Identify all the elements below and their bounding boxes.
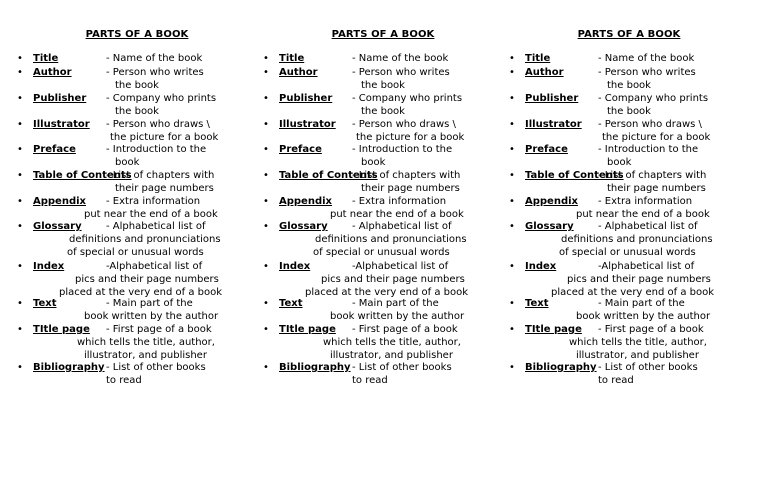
definition-continuation: book written by the author <box>576 311 711 322</box>
bullet-icon: • <box>17 324 23 335</box>
term-label: TItle page <box>33 324 90 335</box>
definition-text: - Company who prints <box>598 93 709 104</box>
definition-text: - Person who writes <box>352 67 450 78</box>
definition-continuation: definitions and pronunciations <box>561 234 713 245</box>
definition-continuation: the book <box>607 106 651 117</box>
definition-continuation: of special or unusual words <box>559 247 696 258</box>
definition-continuation: book <box>607 157 632 168</box>
definition-text: - Main part of the <box>106 298 193 309</box>
definition-text: - Extra information <box>598 196 693 207</box>
definition-continuation: the book <box>361 80 405 91</box>
column-title: PARTS OF A BOOK <box>85 29 189 40</box>
bullet-icon: • <box>17 298 23 309</box>
definition-text: - First page of a book <box>598 324 704 335</box>
definition-continuation: to read <box>352 375 388 386</box>
definition-continuation: illustrator, and publisher <box>576 350 699 361</box>
term-label: Publisher <box>525 93 579 104</box>
definition-text: - Person who draws \ <box>352 119 456 130</box>
definition-text: - Main part of the <box>352 298 439 309</box>
term-label: Table of Contents <box>33 170 132 181</box>
definition-continuation: pics and their page numbers <box>75 274 219 285</box>
definition-text: - Introduction to the <box>352 144 453 155</box>
definition-text: - First page of a book <box>106 324 212 335</box>
list-item <box>263 323 508 363</box>
definition-continuation: definitions and pronunciations <box>315 234 467 245</box>
bullet-icon: • <box>263 67 269 78</box>
definition-continuation: placed at the very end of a book <box>59 287 223 298</box>
term-label: Text <box>279 298 303 309</box>
term-label: Preface <box>279 144 322 155</box>
bullet-icon: • <box>17 261 23 272</box>
bullet-icon: • <box>17 119 23 130</box>
definition-text: -Alphabetical list of <box>598 261 695 272</box>
definition-continuation: book written by the author <box>84 311 219 322</box>
term-label: Illustrator <box>279 119 336 130</box>
term-label: Index <box>279 261 311 272</box>
definition-text: - Alphabetical list of <box>598 221 698 232</box>
definition-text: -Alphabetical list of <box>352 261 449 272</box>
bullet-icon: • <box>17 53 23 64</box>
term-label: Title <box>33 53 59 64</box>
term-label: Text <box>525 298 549 309</box>
bullet-icon: • <box>263 196 269 207</box>
definition-text: - Company who prints <box>106 93 217 104</box>
term-label: Bibliography <box>279 362 351 373</box>
definition-text: - First page of a book <box>352 324 458 335</box>
bullet-icon: • <box>263 298 269 309</box>
list-item <box>509 220 754 260</box>
list-item <box>17 220 262 260</box>
term-label: Appendix <box>279 196 332 207</box>
definition-text: - List of other books <box>598 362 698 373</box>
bullet-icon: • <box>263 93 269 104</box>
definition-text: - Alphabetical list of <box>106 221 206 232</box>
definition-continuation: definitions and pronunciations <box>69 234 221 245</box>
definition-text: - Person who draws \ <box>106 119 210 130</box>
definition-continuation: their page numbers <box>607 183 706 194</box>
definition-continuation: the picture for a book <box>110 132 219 143</box>
definition-text: - Name of the book <box>106 53 203 64</box>
bullet-icon: • <box>509 324 515 335</box>
list-item <box>263 260 508 300</box>
bullet-icon: • <box>17 67 23 78</box>
term-label: Glossary <box>279 221 328 232</box>
definition-text: - Person who writes <box>598 67 696 78</box>
term-label: Table of Contents <box>525 170 624 181</box>
definition-text: - Alphabetical list of <box>352 221 452 232</box>
definition-continuation: the picture for a book <box>356 132 465 143</box>
term-label: Title <box>525 53 551 64</box>
definition-continuation: to read <box>106 375 142 386</box>
definition-continuation: their page numbers <box>361 183 460 194</box>
definition-text: - Name of the book <box>598 53 695 64</box>
definition-text: - List of other books <box>352 362 452 373</box>
term-label: TItle page <box>525 324 582 335</box>
bullet-icon: • <box>509 196 515 207</box>
list-item <box>263 361 508 401</box>
term-label: Glossary <box>525 221 574 232</box>
term-label: Illustrator <box>33 119 90 130</box>
bullet-icon: • <box>17 144 23 155</box>
bullet-icon: • <box>263 170 269 181</box>
definition-continuation: book <box>361 157 386 168</box>
bullet-icon: • <box>263 119 269 130</box>
bullet-icon: • <box>17 196 23 207</box>
bullet-icon: • <box>263 324 269 335</box>
definition-continuation: the book <box>607 80 651 91</box>
bullet-icon: • <box>509 144 515 155</box>
term-label: Author <box>279 67 318 78</box>
term-label: Index <box>525 261 557 272</box>
definition-text: - Introduction to the <box>598 144 699 155</box>
bullet-icon: • <box>263 261 269 272</box>
bullet-icon: • <box>263 53 269 64</box>
definition-continuation: book written by the author <box>330 311 465 322</box>
term-label: Title <box>279 53 305 64</box>
definition-continuation: which tells the title, author, <box>77 337 215 348</box>
definition-continuation: to read <box>598 375 634 386</box>
term-label: Author <box>525 67 564 78</box>
definition-continuation: of special or unusual words <box>313 247 450 258</box>
term-label: Index <box>33 261 65 272</box>
term-label: Table of Contents <box>279 170 378 181</box>
definition-text: - Extra information <box>352 196 447 207</box>
term-label: Author <box>33 67 72 78</box>
term-label: Publisher <box>279 93 333 104</box>
definition-text: - Person who writes <box>106 67 204 78</box>
term-label: Bibliography <box>33 362 105 373</box>
definition-continuation: put near the end of a book <box>576 209 710 220</box>
bullet-icon: • <box>263 144 269 155</box>
term-label: Appendix <box>525 196 578 207</box>
list-item <box>509 361 754 401</box>
list-item <box>17 323 262 363</box>
bullet-icon: • <box>17 362 23 373</box>
bullet-icon: • <box>509 261 515 272</box>
definition-continuation: the book <box>115 80 159 91</box>
term-label: Publisher <box>33 93 87 104</box>
definition-text: - Person who draws \ <box>598 119 702 130</box>
definition-continuation: their page numbers <box>115 183 214 194</box>
definition-text: - List of chapters with <box>352 170 461 181</box>
definition-text: - Name of the book <box>352 53 449 64</box>
bullet-icon: • <box>509 221 515 232</box>
definition-continuation: which tells the title, author, <box>569 337 707 348</box>
definition-text: - Company who prints <box>352 93 463 104</box>
term-label: Glossary <box>33 221 82 232</box>
term-label: Illustrator <box>525 119 582 130</box>
bullet-icon: • <box>263 221 269 232</box>
definition-continuation: put near the end of a book <box>330 209 464 220</box>
definition-continuation: the book <box>115 106 159 117</box>
definition-continuation: illustrator, and publisher <box>330 350 453 361</box>
definition-text: - List of chapters with <box>598 170 707 181</box>
definition-continuation: the book <box>361 106 405 117</box>
term-label: Preface <box>525 144 568 155</box>
bullet-icon: • <box>509 362 515 373</box>
definition-continuation: placed at the very end of a book <box>551 287 715 298</box>
term-label: Preface <box>33 144 76 155</box>
bullet-icon: • <box>17 93 23 104</box>
column-title: PARTS OF A BOOK <box>331 29 435 40</box>
bullet-icon: • <box>509 53 515 64</box>
definition-text: -Alphabetical list of <box>106 261 203 272</box>
bullet-icon: • <box>17 170 23 181</box>
list-item <box>17 260 262 300</box>
term-label: TItle page <box>279 324 336 335</box>
list-item <box>17 361 262 401</box>
definition-continuation: of special or unusual words <box>67 247 204 258</box>
list-item <box>263 220 508 260</box>
definition-text: - Main part of the <box>598 298 685 309</box>
bullet-icon: • <box>509 170 515 181</box>
bullet-icon: • <box>17 221 23 232</box>
definition-text: - List of chapters with <box>106 170 215 181</box>
definition-continuation: which tells the title, author, <box>323 337 461 348</box>
term-label: Bibliography <box>525 362 597 373</box>
definition-continuation: pics and their page numbers <box>567 274 711 285</box>
bullet-icon: • <box>509 298 515 309</box>
term-label: Text <box>33 298 57 309</box>
list-item <box>509 260 754 300</box>
definition-continuation: placed at the very end of a book <box>305 287 469 298</box>
bullet-icon: • <box>509 93 515 104</box>
definition-continuation: the picture for a book <box>602 132 711 143</box>
definition-continuation: put near the end of a book <box>84 209 218 220</box>
bullet-icon: • <box>263 362 269 373</box>
list-item <box>509 323 754 363</box>
column-title: PARTS OF A BOOK <box>577 29 681 40</box>
definition-text: - Extra information <box>106 196 201 207</box>
definition-continuation: illustrator, and publisher <box>84 350 207 361</box>
bullet-icon: • <box>509 119 515 130</box>
term-label: Appendix <box>33 196 86 207</box>
bullet-icon: • <box>509 67 515 78</box>
definition-text: - List of other books <box>106 362 206 373</box>
definition-text: - Introduction to the <box>106 144 207 155</box>
definition-continuation: pics and their page numbers <box>321 274 465 285</box>
definition-continuation: book <box>115 157 140 168</box>
